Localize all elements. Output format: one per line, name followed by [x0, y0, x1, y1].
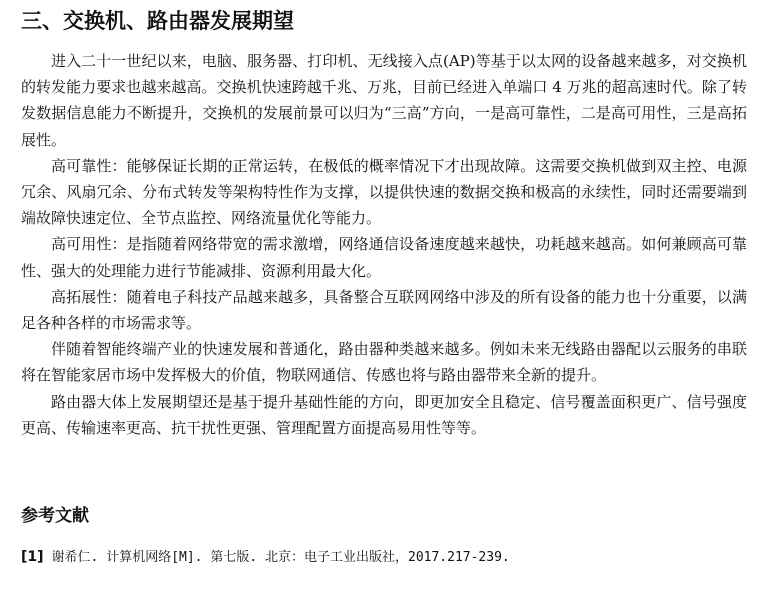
paragraph-high-scalability: 高拓展性：随着电子科技产品越来越多，具备整合互联网网络中涉及的所有设备的能力也十分重要，以满足各种各样的市场需求等。 — [21, 287, 747, 333]
body-text — [21, 48, 747, 441]
reference-list — [21, 546, 510, 569]
paragraph-intro: 进入二十一世纪以来，电脑、服务器、打印机、无线接入点(AP)等基于以太网的设备越来越多，对交换机的转发能力要求也越来越高。交换机快速跨越千兆、万兆，目前已经进入单端口 4 万兆的超高速时代。除了转发数据信息能力不断提升，交换机的发展前景可以归为“三高”方向，一是高可靠性，二是高可用性，三是高拓展性。 — [21, 52, 747, 149]
paragraph-high-reliability: 高可靠性：能够保证长期的正常运转，在极低的概率情况下才出现故障。这需要交换机做到双主控、电源冗余、风扇冗余、分布式转发等架构特性作为支撑，以提供快速的数据交换和极高的永续性，同时还需要端到端故障快速定位、全节点监控、网络流量优化等能力。 — [21, 156, 747, 228]
section-title: 三、交换机、路由器发展期望 — [21, 9, 294, 33]
reference-number: [1] — [21, 549, 44, 565]
document-page — [21, 6, 747, 565]
paragraph-router-expectation: 路由器大体上发展期望还是基于提升基础性能的方向，即更加安全且稳定、信号覆盖面积更广、信号强度更高、传输速率更高、抗干扰性更强、管理配置方面提高易用性等等。 — [21, 392, 747, 437]
paragraph-router-development: 伴随着智能终端产业的快速发展和普通化，路由器种类越来越多。例如未来无线路由器配以云服务的串联将在智能家居市场中发挥极大的价值，物联网通信、传感也将与路由器带来全新的提升。 — [21, 340, 747, 385]
references-title: 参考文献 — [21, 506, 89, 526]
reference-item — [21, 546, 510, 569]
paragraph-high-availability: 高可用性：是指随着网络带宽的需求激增，网络通信设备速度越来越快，功耗越来越高。如何兼顾高可靠性、强大的处理能力进行节能减排、资源利用最大化。 — [21, 235, 747, 280]
reference-text: 谢希仁. 计算机网络[M]. 第七版. 北京：电子工业出版社，2017.217-239. — [51, 550, 510, 565]
